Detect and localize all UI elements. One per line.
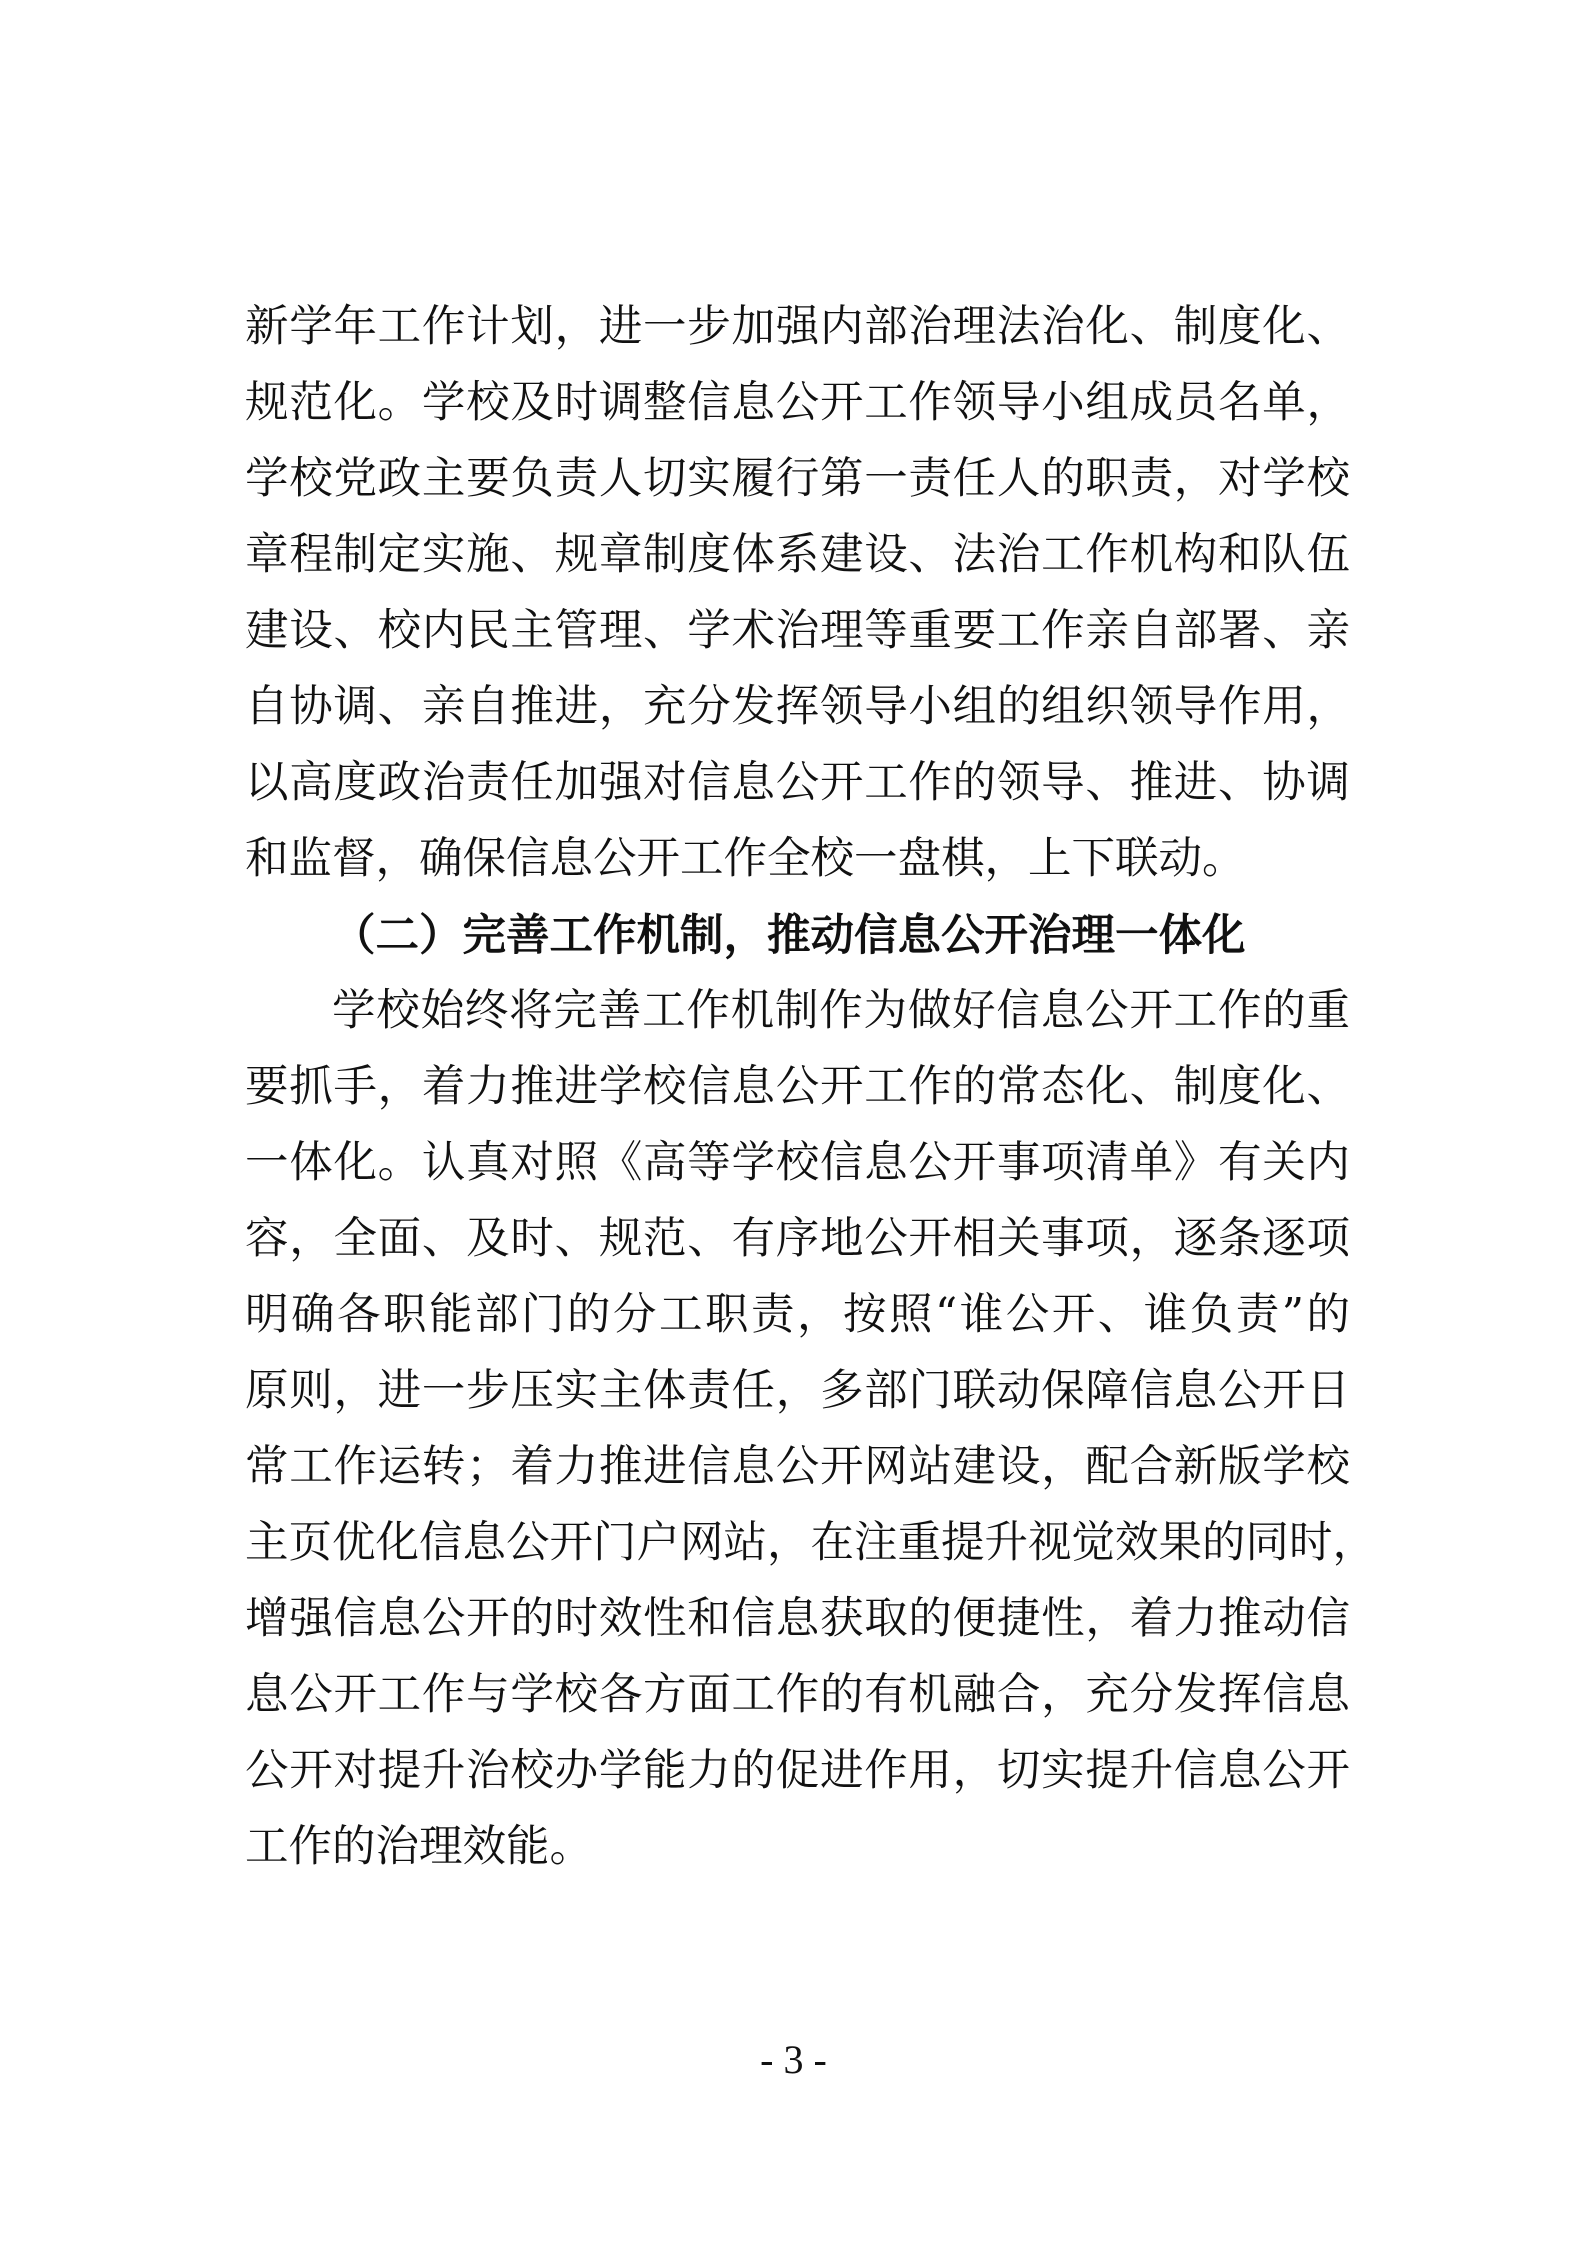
paragraph-line: 息公开工作与学校各方面工作的有机融合，充分发挥信息 xyxy=(245,1670,1350,1720)
paragraph-line: 一体化。认真对照《高等学校信息公开事项清单》有关内 xyxy=(245,1138,1350,1188)
paragraph-line: 学校始终将完善工作机制作为做好信息公开工作的重 xyxy=(332,986,1350,1036)
paragraph-line: 常工作运转；着力推进信息公开网站建设，配合新版学校 xyxy=(245,1442,1350,1492)
page-number: - 3 - xyxy=(760,2037,827,2082)
paragraph-line: 规范化。学校及时调整信息公开工作领导小组成员名单， xyxy=(245,378,1350,428)
paragraph-line: 工作的治理效能。 xyxy=(245,1822,593,1872)
paragraph-line: 公开对提升治校办学能力的促进作用，切实提升信息公开 xyxy=(245,1746,1350,1796)
paragraph-line: 增强信息公开的时效性和信息获取的便捷性，着力推动信 xyxy=(245,1594,1350,1644)
paragraph-line: 主页优化信息公开门户网站，在注重提升视觉效果的同时， xyxy=(245,1518,1376,1568)
paragraph-line: 学校党政主要负责人切实履行第一责任人的职责，对学校 xyxy=(245,454,1350,504)
paragraph-line: 以高度政治责任加强对信息公开工作的领导、推进、协调 xyxy=(245,758,1350,808)
paragraph-line: 容，全面、及时、规范、有序地公开相关事项，逐条逐项 xyxy=(245,1214,1350,1264)
paragraph-line: 自协调、亲自推进，充分发挥领导小组的组织领导作用， xyxy=(245,682,1350,732)
section-heading: （二）完善工作机制，推动信息公开治理一体化 xyxy=(332,910,1246,961)
paragraph-line: 和监督，确保信息公开工作全校一盘棋，上下联动。 xyxy=(245,834,1246,884)
paragraph-line: 要抓手，着力推进学校信息公开工作的常态化、制度化、 xyxy=(245,1062,1350,1112)
paragraph-line: 章程制定实施、规章制度体系建设、法治工作机构和队伍 xyxy=(245,530,1350,580)
paragraph-line: 明确各职能部门的分工职责，按照“谁公开、谁负责”的 xyxy=(245,1290,1350,1340)
paragraph-line: 建设、校内民主管理、学术治理等重要工作亲自部署、亲 xyxy=(245,606,1350,656)
paragraph-line: 原则，进一步压实主体责任，多部门联动保障信息公开日 xyxy=(245,1366,1350,1416)
paragraph-line: 新学年工作计划，进一步加强内部治理法治化、制度化、 xyxy=(245,302,1350,352)
